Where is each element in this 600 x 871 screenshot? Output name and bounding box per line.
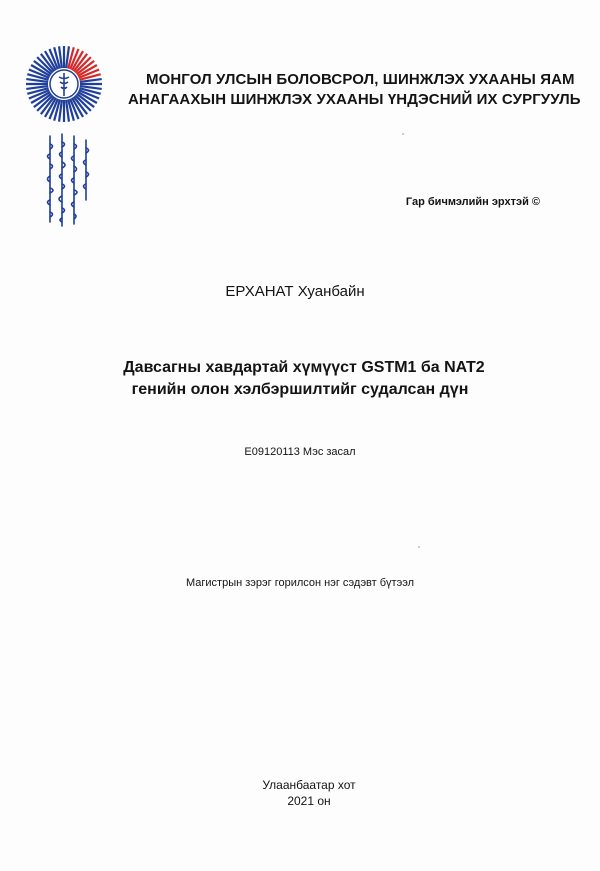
city-name: Улаанбаатар хот	[262, 778, 356, 792]
author-name	[0, 283, 600, 300]
university-emblem-icon	[24, 44, 104, 124]
year: 2021 он	[287, 794, 331, 808]
thesis-title	[0, 357, 600, 401]
ministry-line-1: МОНГОЛ УЛСЫН БОЛОВСРОЛ, ШИНЖЛЭХ УХААНЫ ЯАМ	[146, 71, 575, 88]
ministry-heading	[128, 70, 581, 110]
ministry-line-2: АНАГААХЫН ШИНЖЛЭХ УХААНЫ ҮНДЭСНИЙ ИХ СУРГУУЛЬ	[128, 91, 581, 108]
scan-speck	[418, 546, 420, 548]
thesis-title-line-2: генийн олон хэлбэршилтийг судалсан дүн	[131, 381, 469, 398]
scan-speck	[402, 133, 404, 135]
mongolian-script-logo	[40, 130, 96, 230]
place-and-year	[0, 777, 600, 809]
specialty-code: E09120113 Мэс засал	[244, 446, 356, 458]
degree-statement: Магистрын зэрэг горилсон нэг сэдэвт бүтээл	[186, 577, 414, 589]
copyright-notice: Гар бичмэлийн эрхтэй ©	[405, 196, 540, 208]
author-name-text: ЕРХАНАТ Хуанбайн	[225, 283, 365, 300]
thesis-title-line-1: Давсагны хавдартай хүмүүст GSTM1 ба NAT2	[123, 359, 485, 376]
